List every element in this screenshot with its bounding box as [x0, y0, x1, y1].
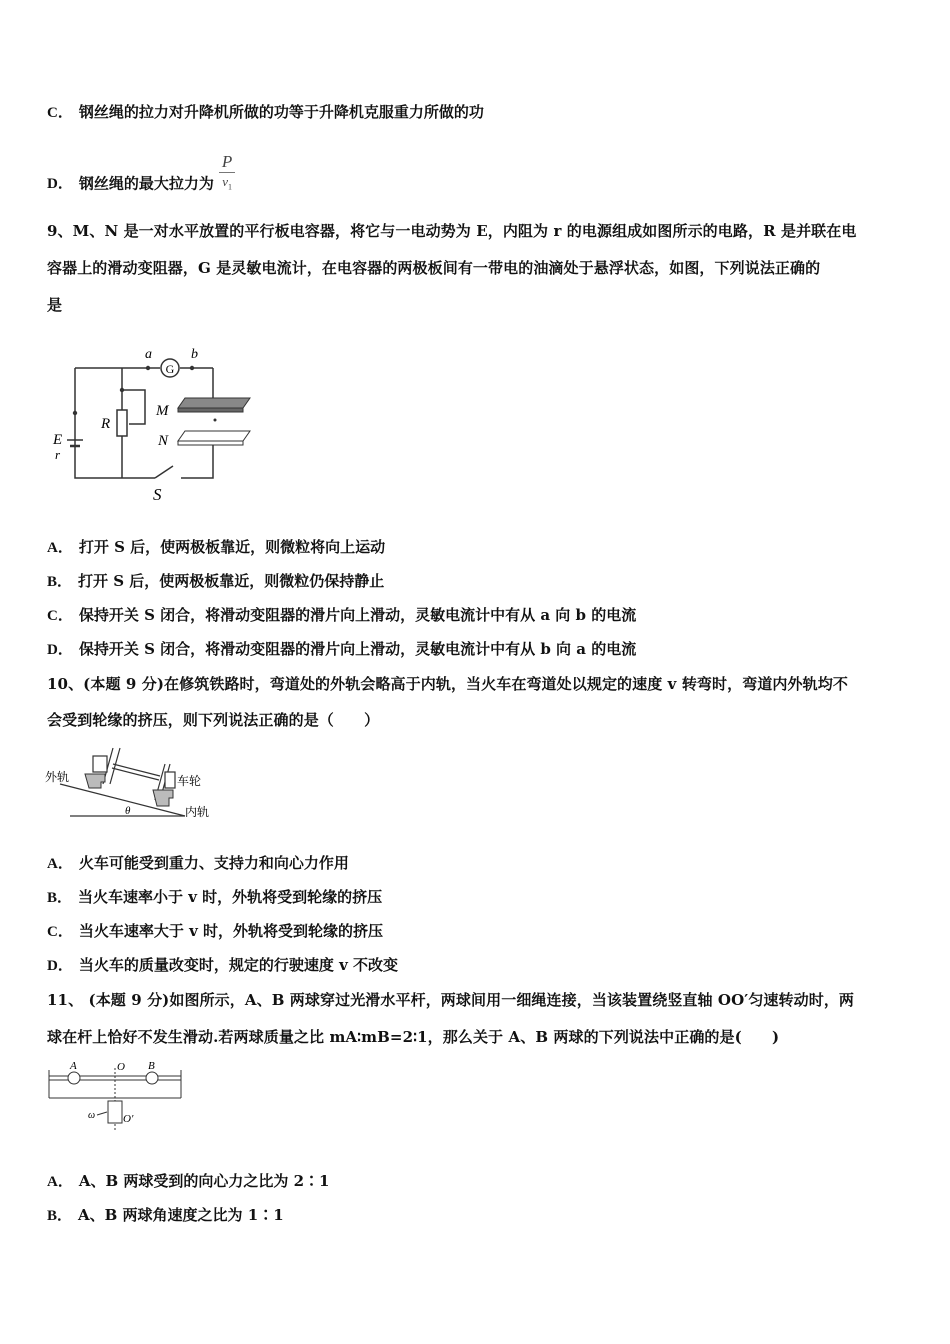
label-m: M	[156, 403, 169, 419]
option-text: 钢丝绳的最大拉力为	[78, 174, 214, 193]
q10-option-b: B． 当火车速率小于 v 时，外轨将受到轮缘的挤压	[47, 888, 383, 906]
q10-option-a: A． 火车可能受到重力、支持力和向心力作用	[47, 854, 349, 872]
fraction-p-over-v1	[219, 152, 235, 197]
q8-option-d	[47, 152, 235, 207]
railway-curve-figure	[45, 742, 235, 824]
plate-n	[178, 441, 243, 445]
q11-stem-line-2: 球在杆上恰好不发生滑动.若两球质量之比 mA∶mB=2∶1，那么关于 A、B 两球的下列说法中正确的是( )	[47, 1028, 780, 1046]
ball-b	[146, 1072, 158, 1084]
label-e: E	[53, 432, 63, 448]
q9-option-c: C． 保持开关 S 闭合，将滑动变阻器的滑片向上滑动，灵敏电流计中有从 a 向 b 的电流	[47, 606, 637, 624]
fraction-numerator: P	[221, 152, 233, 171]
junction-dot	[120, 388, 124, 392]
q9-stem-line-2: 容器上的滑动变阻器，G 是灵敏电流计，在电容器的两极板间有一带电的油滴处于悬浮状态，如图，下列说法正确的	[47, 259, 821, 277]
label-theta: θ	[125, 805, 131, 817]
q11-option-a: A． A、B 两球受到的向心力之比为 2∶1	[47, 1172, 330, 1190]
q11-stem-line-1: 11、 (本题 9 分)如图所示，A、B 两球穿过光滑水平杆，两球间用一细绳连接，当该装置绕竖直轴 OO′匀速转动时，两	[47, 991, 855, 1009]
label-outer-rail: 外轨	[45, 770, 70, 784]
label-n: N	[158, 433, 169, 449]
outer-wheel-icon	[85, 774, 105, 788]
label-omega: ω	[88, 1110, 96, 1121]
q10-option-d: D． 当火车的质量改变时，规定的行驶速度 v 不改变	[47, 956, 399, 974]
label-o: O	[117, 1061, 125, 1073]
q8-option-c	[47, 102, 484, 123]
option-letter: D．	[47, 176, 73, 193]
label-g: G	[165, 362, 175, 376]
rotating-rod-figure	[45, 1060, 190, 1132]
option-letter: C．	[47, 105, 73, 121]
q9-option-d: D． 保持开关 S 闭合，将滑动变阻器的滑片向上滑动，灵敏电流计中有从 b 向 a 的电流	[47, 640, 637, 658]
q9-option-a: A． 打开 S 后，使两极板靠近，则微粒将向上运动	[47, 538, 386, 556]
label-inner-rail: 内轨	[185, 805, 210, 819]
q9-stem-line-3: 是	[47, 296, 63, 314]
q9-option-b: B． 打开 S 后，使两极板靠近，则微粒仍保持静止	[47, 572, 385, 590]
inner-wheel-icon	[153, 790, 173, 806]
label-s: S	[153, 485, 162, 504]
label-b: B	[148, 1060, 155, 1072]
q9-stem-line-1: 9、M、N 是一对水平放置的平行板电容器，将它与一电动势为 E，内阻为 r 的电源组成如图所示的电路，R 是并联在电	[47, 222, 857, 240]
label-a: a	[145, 347, 152, 362]
label-r-internal: r	[55, 447, 61, 462]
q10-option-c: C． 当火车速率大于 v 时，外轨将受到轮缘的挤压	[47, 922, 384, 940]
circuit-diagram-figure	[45, 338, 260, 508]
label-o-prime: O′	[123, 1113, 134, 1125]
label-a: A	[70, 1060, 77, 1072]
rotation-arrow-icon	[97, 1112, 107, 1115]
q10-stem-line-1: 10、(本题 9 分)在修筑铁路时，弯道处的外轨会略高于内轨，当火车在弯道处以规定的速度 v 转弯时，弯道内外轨均不	[47, 675, 848, 693]
option-text: 钢丝绳的拉力对升降机所做的功等于升降机克服重力所做的功	[78, 103, 484, 121]
fraction-denominator: $v_1$	[222, 174, 232, 192]
ball-a	[68, 1072, 80, 1084]
oil-drop	[214, 419, 217, 422]
q10-stem-line-2: 会受到轮缘的挤压，则下列说法正确的是（ ）	[47, 711, 380, 729]
q11-option-b: B． A、B 两球角速度之比为 1∶1	[47, 1206, 284, 1224]
label-r-resistor: R	[101, 416, 111, 432]
label-wheel: 车轮	[177, 774, 202, 788]
plate-m	[178, 408, 243, 412]
label-b: b	[191, 347, 198, 362]
